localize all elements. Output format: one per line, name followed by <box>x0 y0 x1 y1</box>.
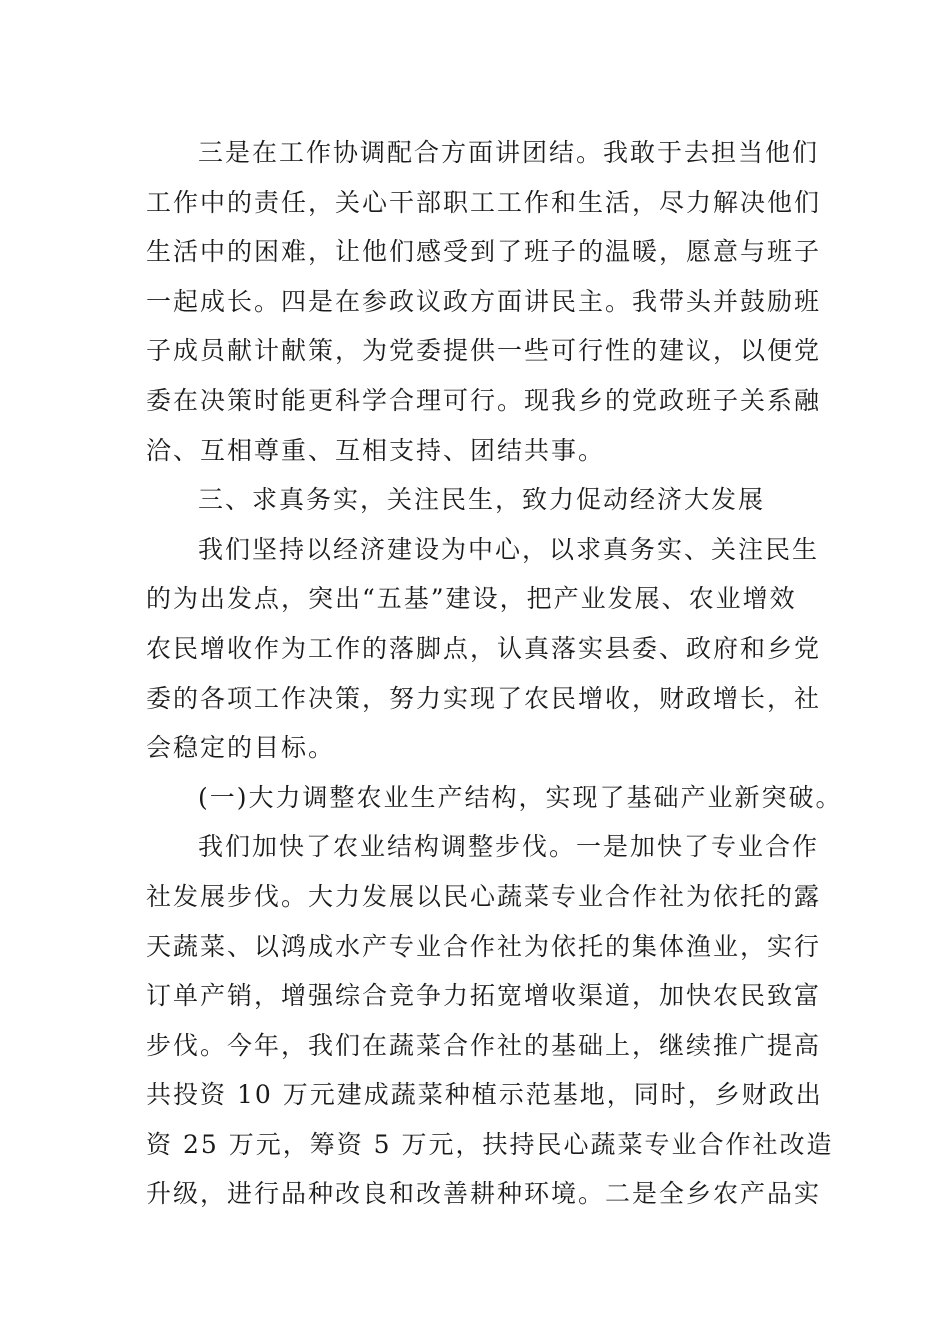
text-line: 我们坚持以经济建设为中心，以求真务实、关注民生 <box>198 534 820 564</box>
text-line: 我们加快了农业结构调整步伐。一是加快了专业合作 <box>198 832 820 862</box>
subsection-heading: (一)大力调整农业生产结构，实现了基础产业新突破。 <box>198 782 843 812</box>
text-line: 资 25 万元，筹资 5 万元，扶持民心蔬菜专业合作社改造 <box>146 1129 834 1159</box>
text-line: 升级，进行品种改良和改善耕种环境。二是全乡农产品实 <box>146 1179 822 1209</box>
text-line: 的为出发点，突出“五基”建设，把产业发展、农业增效 <box>146 584 797 614</box>
text-line: 社发展步伐。大力发展以民心蔬菜专业合作社为依托的露 <box>146 881 822 911</box>
text-line: 生活中的困难，让他们感受到了班子的温暖，愿意与班子 <box>146 237 822 267</box>
text-line: 天蔬菜、以鸿成水产专业合作社为依托的集体渔业，实行 <box>146 931 822 961</box>
text-line: 三是在工作协调配合方面讲团结。我敢于去担当他们 <box>198 138 820 167</box>
text-line: 农民增收作为工作的落脚点，认真落实县委、政府和乡党 <box>146 633 822 663</box>
text-line: 委的各项工作决策，努力实现了农民增收，财政增长，社 <box>146 683 822 713</box>
text-line: 会稳定的目标。 <box>146 733 336 763</box>
text-line: 洽、互相尊重、互相支持、团结共事。 <box>146 435 606 465</box>
text-line: 一起成长。四是在参政议政方面讲民主。我带头并鼓励班 <box>146 286 822 316</box>
text-line: 子成员献计献策，为党委提供一些可行性的建议，以便党 <box>146 336 822 366</box>
text-line: 委在决策时能更科学合理可行。现我乡的党政班子关系融 <box>146 385 822 415</box>
text-line: 订单产销，增强综合竞争力拓宽增收渠道，加快农民致富 <box>146 981 822 1011</box>
text-line: 步伐。今年，我们在蔬菜合作社的基础上，继续推广提高 <box>146 1030 822 1060</box>
document-body <box>146 128 843 1219</box>
section-heading: 三、求真务实，关注民生，致力促动经济大发展 <box>198 485 766 515</box>
text-line: 工作中的责任，关心干部职工工作和生活，尽力解决他们 <box>146 187 822 217</box>
text-line: 共投资 10 万元建成蔬菜种植示范基地，同时，乡财政出 <box>146 1080 823 1110</box>
